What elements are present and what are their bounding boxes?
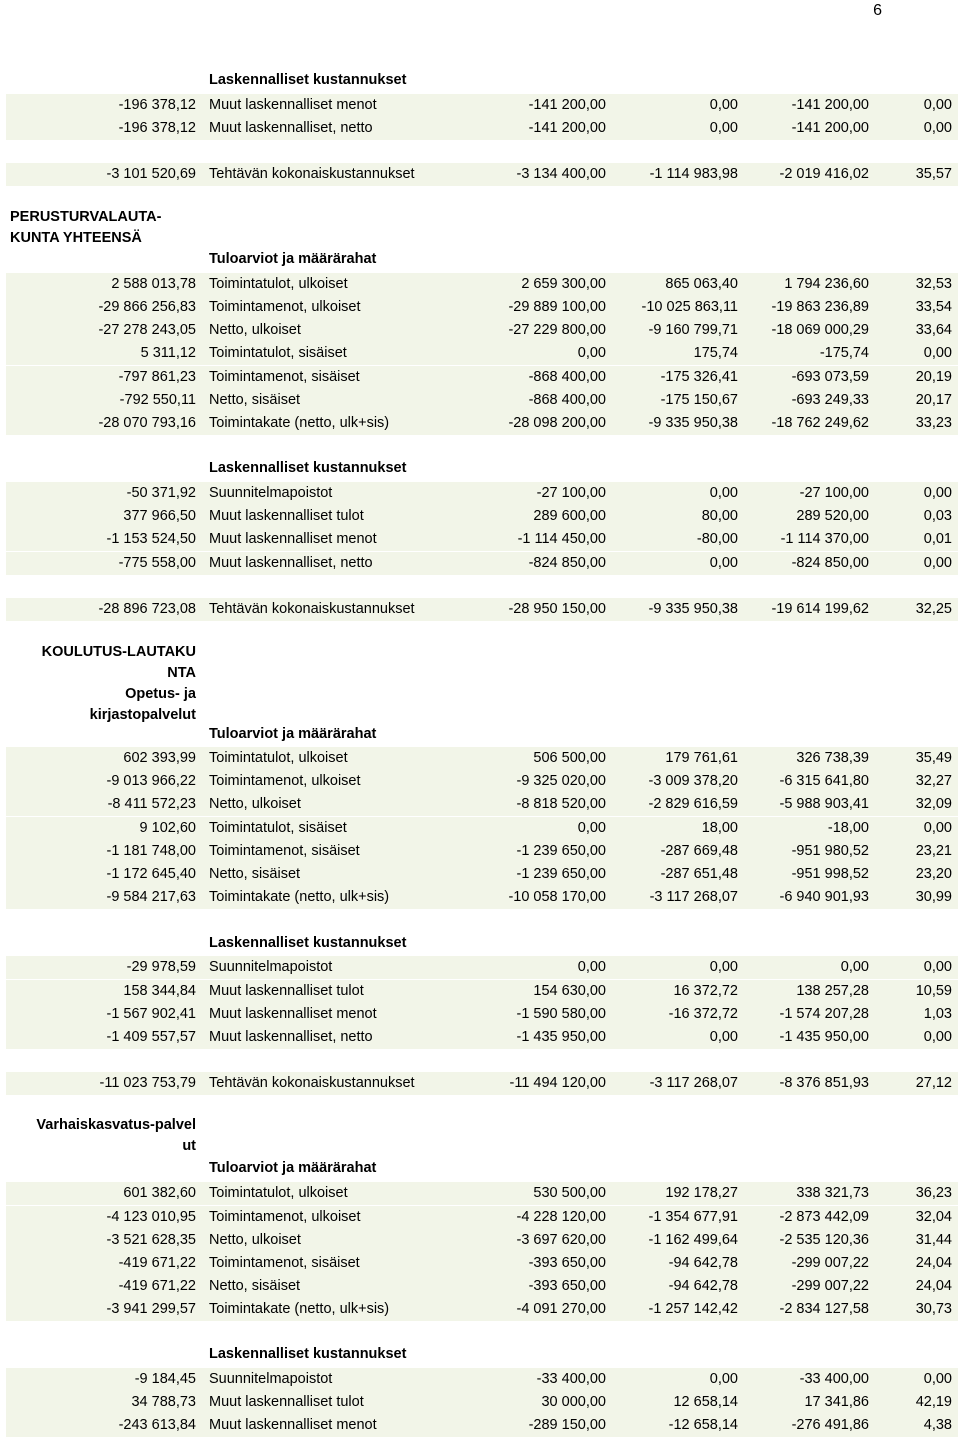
- row-actual: 865 063,40: [665, 276, 738, 292]
- row-label: Netto, ulkoiset: [209, 796, 301, 812]
- row-budget: -393 650,00: [528, 1255, 606, 1271]
- row-actual-prev: -9 184,45: [134, 1371, 196, 1387]
- row-label: Toimintatulot, sisäiset: [209, 345, 347, 361]
- row-actual-prev: -419 671,22: [118, 1255, 196, 1271]
- row-budget: 0,00: [577, 959, 606, 975]
- table-row: [6, 1182, 958, 1205]
- row-label: Toimintakate (netto, ulk+sis): [209, 1301, 390, 1317]
- row-difference: -5 988 903,41: [779, 796, 869, 812]
- table-row: [6, 817, 958, 840]
- row-percent: 0,00: [923, 485, 952, 501]
- row-actual-prev: -28 896 723,08: [98, 601, 196, 617]
- row-actual-prev: 34 788,73: [131, 1394, 196, 1410]
- row-difference: -1 114 370,00: [780, 531, 869, 547]
- row-difference: -951 998,52: [791, 866, 869, 882]
- row-difference: -141 200,00: [791, 120, 869, 136]
- row-actual: 16 372,72: [673, 983, 738, 999]
- row-actual: 18,00: [701, 820, 738, 836]
- row-difference: -8 376 851,93: [779, 1075, 869, 1091]
- row-actual: -175 326,41: [660, 369, 738, 385]
- row-percent: 30,99: [915, 889, 952, 905]
- row-actual: 80,00: [701, 508, 738, 524]
- table-row: [6, 793, 958, 816]
- table-row: [6, 505, 958, 528]
- row-difference: -18 762 249,62: [771, 415, 869, 431]
- row-difference: -141 200,00: [791, 97, 869, 113]
- row-budget: -1 114 450,00: [517, 531, 606, 547]
- section-header: Laskennalliset kustannukset: [209, 460, 407, 476]
- row-actual-prev: -1 567 902,41: [106, 1006, 196, 1022]
- row-budget: 30 000,00: [541, 1394, 606, 1410]
- table-row: [6, 273, 958, 296]
- row-actual-prev: 602 393,99: [123, 750, 196, 766]
- row-difference: -2 873 442,09: [779, 1209, 869, 1225]
- row-actual-prev: -3 941 299,57: [106, 1301, 196, 1317]
- row-actual: -287 669,48: [660, 843, 738, 859]
- row-percent: 0,00: [923, 1029, 952, 1045]
- row-actual: -10 025 863,11: [641, 299, 738, 315]
- row-percent: 32,27: [915, 773, 952, 789]
- row-actual-prev: -8 411 572,23: [107, 796, 196, 812]
- row-budget: -3 697 620,00: [516, 1232, 606, 1248]
- table-row: [6, 863, 958, 886]
- table-row: [6, 840, 958, 863]
- row-difference: 0,00: [840, 959, 869, 975]
- row-percent: 32,25: [915, 601, 952, 617]
- row-difference: -33 400,00: [799, 1371, 869, 1387]
- row-actual: -3 009 378,20: [648, 773, 738, 789]
- table-row: [6, 1003, 958, 1026]
- table-row: [6, 528, 958, 551]
- row-actual: -16 372,72: [668, 1006, 738, 1022]
- row-percent: 32,09: [915, 796, 952, 812]
- row-percent: 24,04: [915, 1255, 952, 1271]
- row-budget: -141 200,00: [528, 97, 606, 113]
- row-percent: 27,12: [915, 1075, 952, 1091]
- row-label: Muut laskennalliset, netto: [209, 555, 373, 571]
- row-actual-prev: -1 181 748,00: [106, 843, 196, 859]
- table-row: [6, 412, 958, 435]
- row-budget: 0,00: [577, 820, 606, 836]
- section-header: Tuloarviot ja määrärahat: [209, 726, 377, 742]
- row-percent: 33,54: [915, 299, 952, 315]
- table-row: [6, 1414, 958, 1437]
- row-actual-prev: -1 409 557,57: [106, 1029, 196, 1045]
- row-difference: -693 073,59: [791, 369, 869, 385]
- row-percent: 0,00: [923, 820, 952, 836]
- row-percent: 0,00: [923, 959, 952, 975]
- table-row: [6, 1229, 958, 1252]
- row-budget: -1 239 650,00: [516, 866, 606, 882]
- section-title: PERUSTURVALAUTA- KUNTA YHTEENSÄ: [10, 209, 162, 246]
- row-budget: -8 818 520,00: [516, 796, 606, 812]
- row-percent: 4,38: [923, 1417, 952, 1433]
- row-label: Toimintamenot, sisäiset: [209, 1255, 360, 1271]
- row-difference: -19 614 199,62: [771, 601, 869, 617]
- row-percent: 32,04: [915, 1209, 952, 1225]
- row-label: Toimintakate (netto, ulk+sis): [209, 415, 390, 431]
- row-label: Tehtävän kokonaiskustannukset: [209, 601, 415, 617]
- row-label: Suunnitelmapoistot: [209, 1371, 333, 1387]
- row-label: Muut laskennalliset, netto: [209, 120, 373, 136]
- row-label: Tehtävän kokonaiskustannukset: [209, 166, 415, 182]
- row-percent: 36,23: [915, 1185, 952, 1201]
- row-budget: -29 889 100,00: [508, 299, 606, 315]
- row-percent: 42,19: [915, 1394, 952, 1410]
- row-actual: 0,00: [709, 1029, 738, 1045]
- table-row: [6, 482, 958, 505]
- table-row: [6, 1072, 958, 1095]
- row-label: Muut laskennalliset menot: [209, 97, 377, 113]
- row-percent: 24,04: [915, 1278, 952, 1294]
- table-row: [6, 1206, 958, 1229]
- row-label: Muut laskennalliset menot: [209, 1417, 377, 1433]
- row-actual: -1 354 677,91: [648, 1209, 738, 1225]
- row-budget: -3 134 400,00: [516, 166, 606, 182]
- row-label: Netto, sisäiset: [209, 392, 301, 408]
- row-actual-prev: -243 613,84: [118, 1417, 196, 1433]
- row-actual: 192 178,27: [665, 1185, 738, 1201]
- row-percent: 35,49: [915, 750, 952, 766]
- row-actual: 0,00: [709, 97, 738, 113]
- table-row: [6, 747, 958, 770]
- row-difference: -299 007,22: [791, 1255, 869, 1271]
- row-percent: 10,59: [915, 983, 952, 999]
- row-budget: -28 950 150,00: [508, 601, 606, 617]
- row-percent: 0,00: [923, 555, 952, 571]
- row-percent: 20,19: [915, 369, 952, 385]
- row-label: Toimintakate (netto, ulk+sis): [209, 889, 390, 905]
- row-label: Toimintamenot, ulkoiset: [209, 1209, 361, 1225]
- row-budget: -1 239 650,00: [516, 843, 606, 859]
- row-actual: 179 761,61: [665, 750, 738, 766]
- row-label: Toimintatulot, sisäiset: [209, 820, 347, 836]
- row-budget: 0,00: [577, 345, 606, 361]
- row-actual-prev: 9 102,60: [139, 820, 196, 836]
- section-title: KOULUTUS-LAUTAKU NTA Opetus- ja kirjastopalvelut: [41, 644, 196, 723]
- row-actual-prev: -196 378,12: [118, 120, 196, 136]
- row-label: Suunnitelmapoistot: [209, 485, 333, 501]
- row-percent: 0,01: [923, 531, 952, 547]
- table-row: [6, 1391, 958, 1414]
- row-actual-prev: 2 588 013,78: [111, 276, 196, 292]
- row-actual: -175 150,67: [660, 392, 738, 408]
- row-label: Netto, sisäiset: [209, 866, 301, 882]
- section-header: Tuloarviot ja määrärahat: [209, 251, 377, 267]
- row-actual-prev: -27 278 243,05: [98, 322, 196, 338]
- row-actual: -12 658,14: [668, 1417, 738, 1433]
- row-percent: 33,23: [915, 415, 952, 431]
- row-label: Muut laskennalliset tulot: [209, 508, 364, 524]
- row-actual: -1 257 142,42: [648, 1301, 738, 1317]
- row-actual-prev: -792 550,11: [119, 392, 196, 408]
- row-difference: -175,74: [819, 345, 869, 361]
- row-actual-prev: -28 070 793,16: [98, 415, 196, 431]
- row-budget: -393 650,00: [528, 1278, 606, 1294]
- row-actual: -1 162 499,64: [648, 1232, 738, 1248]
- table-row: [6, 1026, 958, 1049]
- table-row: [6, 389, 958, 412]
- section-title: Varhaiskasvatus-palvel ut: [36, 1117, 196, 1154]
- row-percent: 31,44: [915, 1232, 952, 1248]
- row-label: Toimintamenot, sisäiset: [209, 843, 360, 859]
- section-header: Laskennalliset kustannukset: [209, 72, 407, 88]
- row-budget: 289 600,00: [533, 508, 606, 524]
- row-actual: -80,00: [696, 531, 738, 547]
- row-actual: 0,00: [709, 485, 738, 501]
- row-actual: -94 642,78: [668, 1278, 738, 1294]
- row-difference: -693 249,33: [791, 392, 869, 408]
- row-difference: 1 794 236,60: [784, 276, 869, 292]
- row-percent: 33,64: [915, 322, 952, 338]
- row-difference: 326 738,39: [796, 750, 869, 766]
- table-row: [6, 117, 958, 140]
- row-actual-prev: 158 344,84: [123, 983, 196, 999]
- row-difference: -18,00: [827, 820, 869, 836]
- section-header: Tuloarviot ja määrärahat: [209, 1160, 377, 1176]
- row-actual: -2 829 616,59: [648, 796, 738, 812]
- row-difference: -1 574 207,28: [779, 1006, 869, 1022]
- row-budget: -1 435 950,00: [516, 1029, 606, 1045]
- row-actual: 175,74: [693, 345, 738, 361]
- row-actual-prev: -9 013 966,22: [106, 773, 196, 789]
- row-budget: -868 400,00: [528, 369, 606, 385]
- row-actual: 0,00: [709, 120, 738, 136]
- table-row: [6, 770, 958, 793]
- row-label: Netto, sisäiset: [209, 1278, 301, 1294]
- table-row: [6, 1368, 958, 1391]
- row-actual-prev: 5 311,12: [140, 345, 196, 361]
- row-percent: 0,00: [923, 1371, 952, 1387]
- row-difference: -19 863 236,89: [771, 299, 869, 315]
- row-budget: -4 228 120,00: [516, 1209, 606, 1225]
- row-actual-prev: -4 123 010,95: [106, 1209, 196, 1225]
- row-percent: 1,03: [923, 1006, 952, 1022]
- row-actual: -9 335 950,38: [648, 415, 738, 431]
- row-actual: -9 160 799,71: [648, 322, 738, 338]
- table-row: [6, 296, 958, 319]
- row-budget: -27 100,00: [536, 485, 606, 501]
- row-budget: -33 400,00: [536, 1371, 606, 1387]
- row-percent: 35,57: [915, 166, 952, 182]
- row-label: Netto, ulkoiset: [209, 322, 301, 338]
- row-budget: -4 091 270,00: [516, 1301, 606, 1317]
- row-difference: -2 834 127,58: [779, 1301, 869, 1317]
- table-row: [6, 598, 958, 621]
- row-label: Toimintamenot, ulkoiset: [209, 773, 361, 789]
- row-actual-prev: -797 861,23: [118, 369, 196, 385]
- row-actual-prev: -9 584 217,63: [106, 889, 196, 905]
- row-actual-prev: -196 378,12: [118, 97, 196, 113]
- row-difference: -824 850,00: [791, 555, 869, 571]
- row-percent: 23,21: [915, 843, 952, 859]
- row-budget: -289 150,00: [528, 1417, 606, 1433]
- row-actual-prev: -775 558,00: [118, 555, 196, 571]
- row-actual-prev: 601 382,60: [123, 1185, 196, 1201]
- row-difference: -2 019 416,02: [779, 166, 869, 182]
- row-label: Muut laskennalliset tulot: [209, 1394, 364, 1410]
- row-budget: -10 058 170,00: [508, 889, 606, 905]
- row-difference: 338 321,73: [796, 1185, 869, 1201]
- row-budget: 2 659 300,00: [521, 276, 606, 292]
- row-budget: -1 590 580,00: [516, 1006, 606, 1022]
- table-row: [6, 956, 958, 979]
- row-difference: -276 491,86: [791, 1417, 869, 1433]
- row-percent: 0,00: [923, 97, 952, 113]
- row-actual: -9 335 950,38: [648, 601, 738, 617]
- row-label: Toimintamenot, sisäiset: [209, 369, 360, 385]
- row-label: Toimintamenot, ulkoiset: [209, 299, 361, 315]
- row-budget: -868 400,00: [528, 392, 606, 408]
- row-budget: 506 500,00: [533, 750, 606, 766]
- row-percent: 32,53: [915, 276, 952, 292]
- row-actual: -94 642,78: [668, 1255, 738, 1271]
- row-budget: -141 200,00: [528, 120, 606, 136]
- row-label: Toimintatulot, ulkoiset: [209, 1185, 348, 1201]
- row-difference: 17 341,86: [804, 1394, 869, 1410]
- row-label: Toimintatulot, ulkoiset: [209, 276, 348, 292]
- row-actual: -3 117 268,07: [649, 889, 738, 905]
- row-percent: 0,00: [923, 120, 952, 136]
- row-budget: -28 098 200,00: [508, 415, 606, 431]
- table-row: [6, 366, 958, 389]
- row-difference: -1 435 950,00: [779, 1029, 869, 1045]
- row-actual: 0,00: [709, 555, 738, 571]
- row-actual-prev: -419 671,22: [118, 1278, 196, 1294]
- row-label: Muut laskennalliset menot: [209, 1006, 377, 1022]
- row-difference: -27 100,00: [799, 485, 869, 501]
- row-actual-prev: -3 101 520,69: [106, 166, 196, 182]
- row-difference: -2 535 120,36: [779, 1232, 869, 1248]
- row-actual: 0,00: [709, 959, 738, 975]
- row-actual-prev: -29 866 256,83: [98, 299, 196, 315]
- row-actual-prev: -50 371,92: [126, 485, 196, 501]
- row-actual: -287 651,48: [660, 866, 738, 882]
- row-percent: 20,17: [915, 392, 952, 408]
- row-difference: 289 520,00: [796, 508, 869, 524]
- row-label: Suunnitelmapoistot: [209, 959, 333, 975]
- table-row: [6, 1252, 958, 1275]
- row-actual-prev: -1 172 645,40: [106, 866, 196, 882]
- row-label: Tehtävän kokonaiskustannukset: [209, 1075, 415, 1091]
- row-actual-prev: -1 153 524,50: [106, 531, 196, 547]
- table-row: [6, 1298, 958, 1321]
- row-percent: 0,00: [923, 345, 952, 361]
- row-budget: -27 229 800,00: [508, 322, 606, 338]
- row-difference: 138 257,28: [796, 983, 869, 999]
- row-difference: -6 940 901,93: [779, 889, 869, 905]
- row-label: Toimintatulot, ulkoiset: [209, 750, 348, 766]
- row-label: Netto, ulkoiset: [209, 1232, 301, 1248]
- row-actual-prev: -29 978,59: [126, 959, 196, 975]
- row-actual: -3 117 268,07: [649, 1075, 738, 1091]
- row-percent: 0,03: [923, 508, 952, 524]
- row-actual: 0,00: [709, 1371, 738, 1387]
- row-label: Muut laskennalliset menot: [209, 531, 377, 547]
- page-number: 6: [873, 2, 882, 19]
- row-percent: 30,73: [915, 1301, 952, 1317]
- row-actual: 12 658,14: [673, 1394, 738, 1410]
- table-row: [6, 552, 958, 575]
- row-actual-prev: 377 966,50: [123, 508, 196, 524]
- table-row: [6, 980, 958, 1003]
- row-difference: -6 315 641,80: [779, 773, 869, 789]
- row-budget: -11 494 120,00: [509, 1075, 606, 1091]
- table-row: [6, 163, 958, 186]
- row-label: Muut laskennalliset, netto: [209, 1029, 373, 1045]
- row-actual-prev: -3 521 628,35: [106, 1232, 196, 1248]
- row-actual: -1 114 983,98: [649, 166, 738, 182]
- table-row: [6, 886, 958, 909]
- section-header: Laskennalliset kustannukset: [209, 1346, 407, 1362]
- row-percent: 23,20: [915, 866, 952, 882]
- row-budget: 530 500,00: [533, 1185, 606, 1201]
- section-header: Laskennalliset kustannukset: [209, 935, 407, 951]
- row-budget: 154 630,00: [533, 983, 606, 999]
- table-row: [6, 94, 958, 117]
- row-budget: -9 325 020,00: [516, 773, 606, 789]
- row-actual-prev: -11 023 753,79: [99, 1075, 196, 1091]
- table-row: [6, 1275, 958, 1298]
- table-row: [6, 319, 958, 342]
- table-row: [6, 342, 958, 365]
- row-difference: -18 069 000,29: [771, 322, 869, 338]
- row-budget: -824 850,00: [528, 555, 606, 571]
- row-difference: -951 980,52: [791, 843, 869, 859]
- row-difference: -299 007,22: [791, 1278, 869, 1294]
- row-label: Muut laskennalliset tulot: [209, 983, 364, 999]
